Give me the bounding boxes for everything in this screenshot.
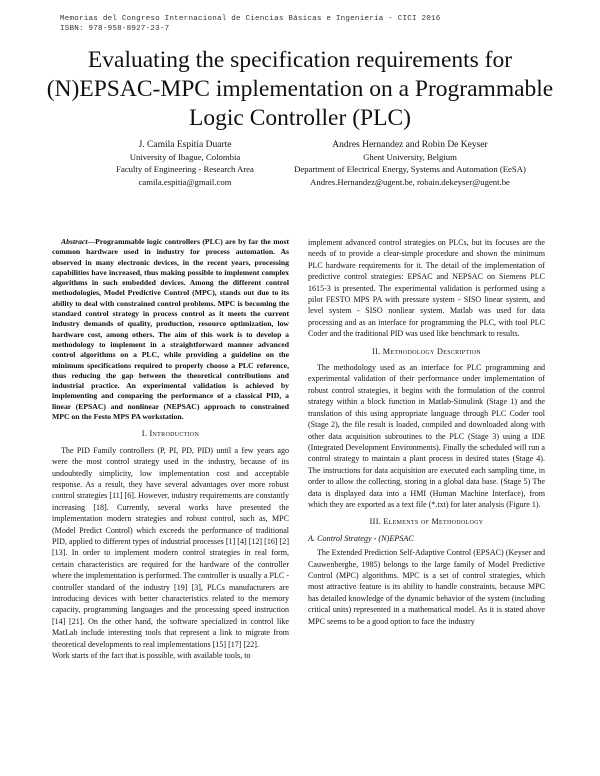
- paper-title: Evaluating the specification requirements for (N)EPSAC-MPC implementation on a Programmable Logic Controller (PLC): [46, 47, 554, 131]
- author-affiliation: Faculty of Engineering - Research Area: [116, 164, 254, 175]
- author-email: camila.espitia@gmail.com: [138, 176, 232, 187]
- author-affiliation: Ghent University, Belgium: [363, 152, 457, 163]
- author-affiliation: Department of Electrical Energy, Systems and Automation (EeSA): [294, 164, 526, 175]
- subsection-heading: A. Control Strategy - (N)EPSAC: [308, 533, 414, 543]
- right-column: [308, 237, 545, 627]
- author-email: Andres.Hernandez@ugent.be, robain.dekeyser@ugent.be: [310, 176, 510, 187]
- paragraph: The PID Family controllers (P, PI, PD, PID) until a few years ago were the most control strategy used in the industry, because of its undoubtedly simplicity, low implementation cost and acceptable response. As a result, they have several advantages over more robust control strategies [11] [6]. However, industry requirements are constantly increasing [18]. Currently, several works have presented the implementation modern strategies and robust control, such as, MPC (Model Predict Control) which exceeds the performance of traditional PID, applied to different types of industrial processes [1] [4] [12] [16] [2] [13]. In order to implement modern control strategies in real form, certain characteristics are required for the hardware of the controller where the implementation is performed. The controller is usually a PLC - controller standard of the industry [19] [3], PLCs manufacturers are introducing devices with better characteristics related to the memory capacity, programming languages and the processing speed instruction [14] [21]. On the other hand, the software specialized in control like MatLab include interesting tools that represent a link to migrate from theoretical developments to real implementations [15] [17] [22].: [52, 445, 289, 649]
- paragraph: Work starts of the fact that is possible, with available tools, to: [52, 651, 251, 661]
- author-name: Andres Hernandez and Robin De Keyser: [332, 140, 488, 150]
- abstract-text: —Programmable logic controllers (PLC) are by far the most common hardware used in industry for process automation. As observed in many electronic devices, in the recent years, processing capabilities have increased, thus making possible to implement complex algorithms in such embedded devices. Among the different control methodologies, Model Predictive Control (MPC), stands out due to its ability to deal with constrained control problems. MPC is becoming the standard control strategy in process control as it meets the current industry demands of quality, production, resource optimization, low hardware cost, among others. The aim of this work is to develop a methodology to implement in a straightforward manner advanced control algorithms on a PLC, while providing a guideline on the minimum specifications required to properly choose a PLC reference, thus reducing the gap between the theoretical contributions and industrial practice. An experimental validation is achieved by implementing and comparing the performance of a classical PID, a linear (EPSAC) and nonlinear (NEPSAC) approach to constrained MPC on the Festo MPS PA workstation.: [52, 237, 289, 422]
- paragraph: The methodology used as an interface for PLC programming and experimental validation of their performance under implementation of robust control strategies, it begins with the formulation of the control strategy within a block function in Matlab-Simulink (Stage 1) and the translation of this using appropriate language through PLC Coder tool (Stage 2), the file result is loaded, compiled and downloaded along with other data acquisition subroutines to the PLC (Stage 3) using a IDE (Integrated Development Environments). Finally the scheduled will run a control strategy to maintain a plant process in desired states (Stage 4). The instructions for data acquisition are executed each sampling time, in order to allow the collecting, storing in a global data base. (Stage 5) The data is displayed data into a HMI (Human Machine Interface), from which they are exported as a text file (*.txt) for later analysis (Figure 1).: [308, 363, 545, 509]
- isbn-line: ISBN: 978-958-8927-23-7: [60, 25, 170, 33]
- abstract-label: Abstract: [61, 237, 88, 246]
- author-affiliation: University of Ibague, Colombia: [129, 152, 241, 163]
- section-heading-introduction: I. Introduction: [141, 429, 200, 439]
- section-heading-elements: III. Elements of Methodology: [369, 517, 484, 527]
- left-column: [52, 237, 289, 661]
- paragraph: The Extended Prediction Self-Adaptive Control (EPSAC) (Keyser and Cauwenberghe, 1985) belongs to the large family of Model Predictive Control (MPC) algorithms. MPC is a set of control strategies, which most attractive feature is its ability to handle constraints, because MPC has detailed knowledge of the dynamic behavior of the system (including critical units) represented in a mathematical model. As it is stated above MPC seems to be a good option to face the industry: [308, 548, 545, 626]
- author-block-left: [60, 139, 310, 188]
- paragraph: implement advanced control strategies on PLCs, but its focuses are the needs of to provide a clear-simple procedure and shown the minimum PLC hardware requirements for it. The detail of the implementation of predictive control strategies: EPSAC and NEPSAC on Siemens PLC 1615-3 is presented. The experimental validation is performed using a pilot FESTO MPS PA with pressure system - SISO linear system, and level system - SISO nonliear system. Matlab was used for data processing and as an interface for programming the PLC, with tool PLC Coder and the traditional PID was used like benchmark to results.: [308, 238, 545, 339]
- section-heading-methodology: II. Methodology Description: [372, 346, 481, 356]
- running-header: [60, 14, 540, 34]
- abstract: [52, 237, 289, 422]
- author-name: J. Camila Espitia Duarte: [138, 140, 232, 150]
- author-block-right: [285, 139, 535, 188]
- conference-line: Memorias del Congreso Internacional de Ciencias Básicas e Ingeniería - CICI 2016: [60, 15, 441, 23]
